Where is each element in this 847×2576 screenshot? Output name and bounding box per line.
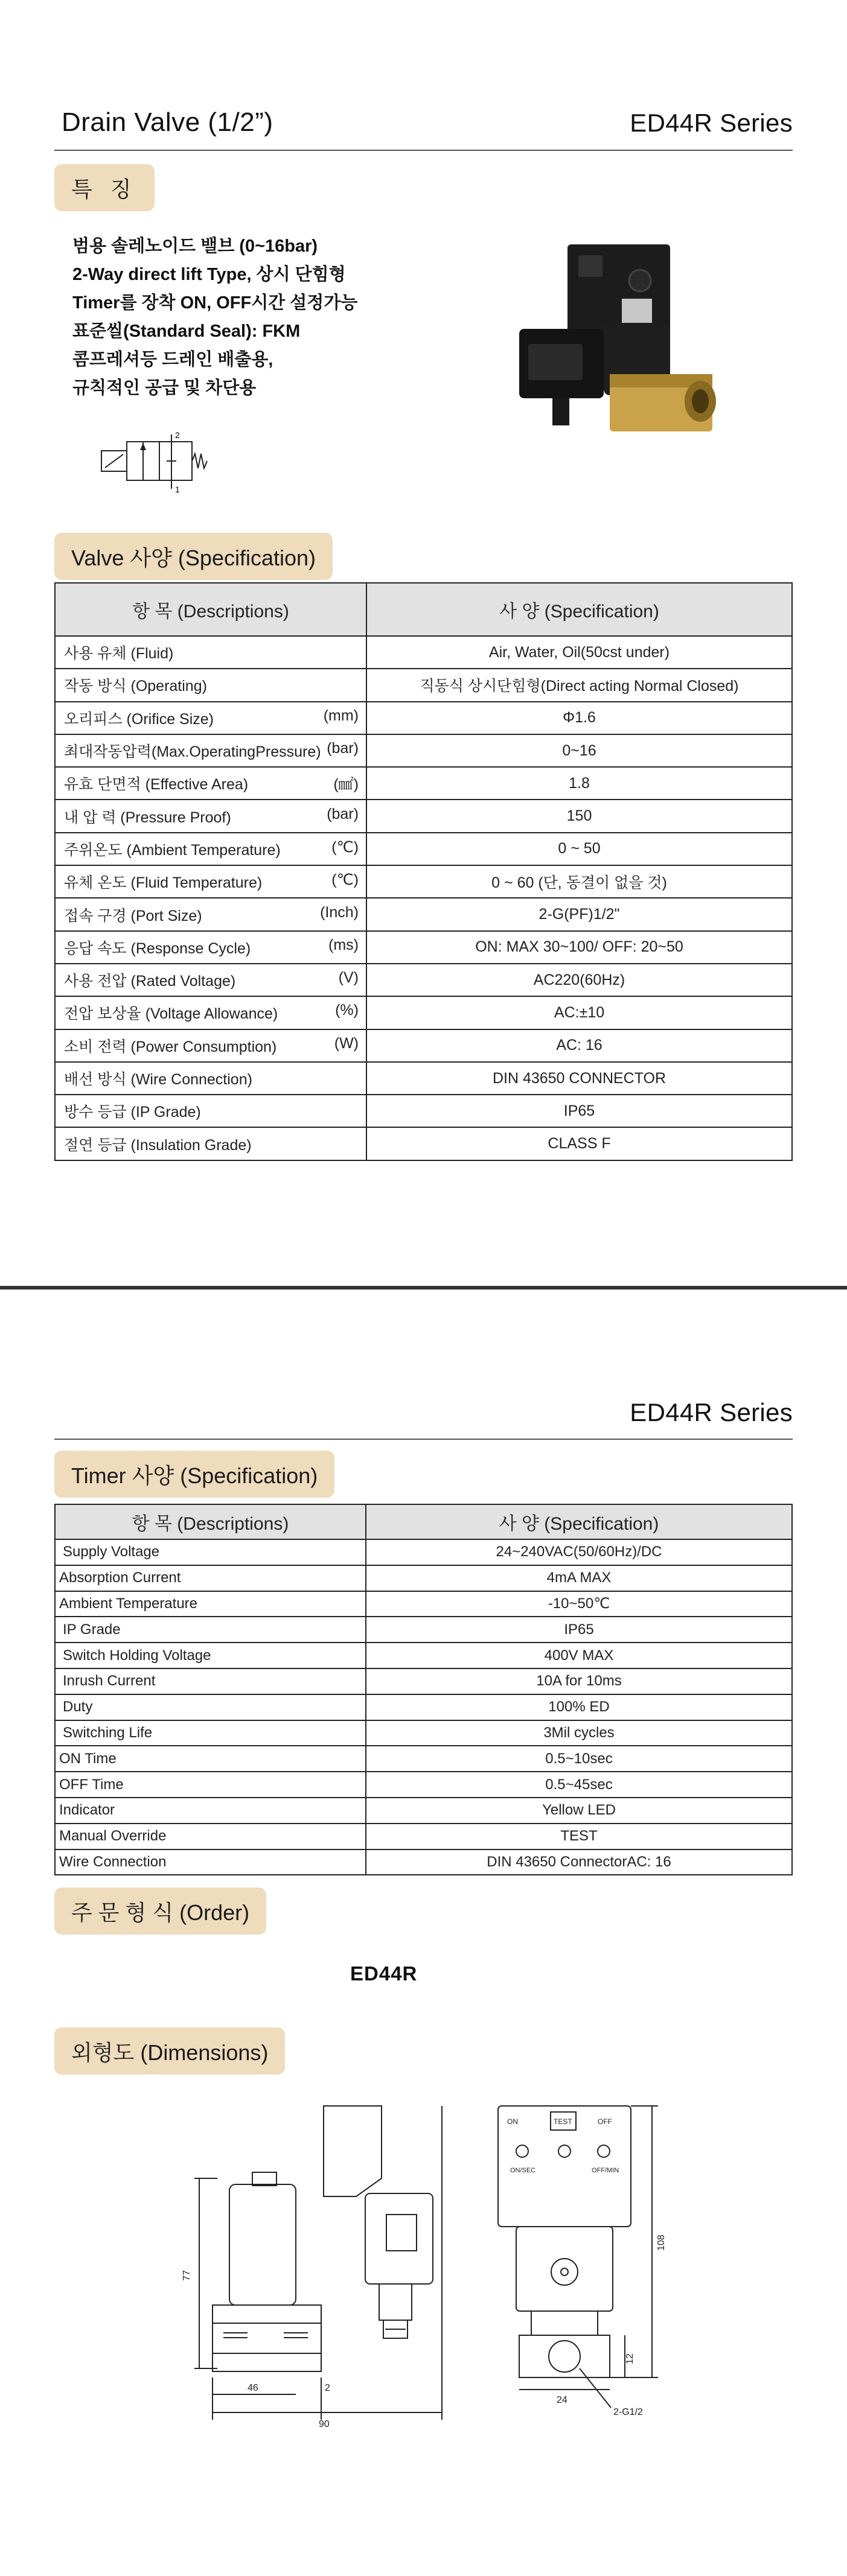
row-desc: 응답 속도 (Response Cycle): [64, 940, 251, 957]
table-row: [55, 1824, 792, 1849]
row-value: 24~240VAC(50/60Hz)/DC: [366, 1539, 792, 1565]
label-on: ON: [507, 2117, 518, 2126]
table-row: [55, 734, 792, 767]
timer-spec-heading: Timer 사양 (Specification): [54, 1451, 334, 1498]
row-value: 4mA MAX: [366, 1565, 792, 1591]
row-desc: 소비 전력 (Power Consumption): [64, 1038, 277, 1055]
row-unit: (bar): [327, 740, 359, 757]
row-value: 100% ED: [366, 1694, 792, 1720]
row-unit: (Inch): [320, 903, 359, 921]
table-row: [55, 898, 792, 930]
row-value: 3Mil cycles: [366, 1720, 792, 1746]
row-desc: IP Grade: [55, 1617, 366, 1643]
row-desc: Switch Holding Voltage: [55, 1643, 366, 1668]
table-row: [55, 1029, 792, 1062]
row-desc: 배선 방식 (Wire Connection): [64, 1071, 252, 1088]
timer-rule: [54, 1439, 793, 1440]
table-row: [55, 1746, 792, 1772]
row-value: 10A for 10ms: [366, 1668, 792, 1694]
table-row: [55, 636, 792, 669]
row-desc: Ambient Temperature: [55, 1591, 366, 1617]
row-unit: (㎟): [333, 776, 359, 793]
table-row: [55, 996, 792, 1029]
row-unit: (℃): [331, 838, 359, 856]
row-desc: 유효 단면적 (Effective Area): [64, 776, 249, 793]
row-desc: Indicator: [55, 1798, 366, 1824]
table-row: [55, 833, 792, 865]
valve-spec-heading: Valve 사양 (Specification): [54, 533, 333, 580]
row-desc: 주위온도 (Ambient Temperature): [64, 841, 281, 859]
features-heading: 특 징: [54, 164, 155, 211]
row-unit: (bar): [327, 805, 359, 822]
label-off-min: OFF/MIN: [592, 2167, 619, 2174]
row-unit: (ms): [328, 936, 359, 953]
row-desc: Inrush Current: [55, 1668, 366, 1694]
row-value: Φ1.6: [366, 702, 792, 734]
label-on-sec: ON/SEC: [510, 2167, 536, 2174]
feature-item: 규칙적인 공급 및 차단용: [72, 378, 257, 398]
feature-item: 표준씰(Standard Seal): FKM: [72, 322, 301, 341]
row-value: 0~16: [366, 734, 792, 767]
row-value: CLASS F: [366, 1127, 792, 1160]
table-row: [55, 1668, 792, 1694]
table-row: [55, 1617, 792, 1643]
label-test: TEST: [554, 2117, 572, 2126]
row-desc: 방수 등급 (IP Grade): [64, 1104, 201, 1121]
row-value: ON: MAX 30~100/ OFF: 20~50: [366, 931, 792, 964]
order-code: ED44R: [350, 1962, 418, 1985]
dim-77: 77: [182, 2270, 192, 2281]
row-desc: 최대작동압력(Max.OperatingPressure): [64, 743, 321, 761]
table-row: [55, 964, 792, 996]
table-row: [55, 1539, 792, 1565]
page-separator: [0, 1286, 847, 1290]
row-unit: (V): [338, 969, 359, 987]
series-label-top: ED44R Series: [630, 109, 793, 137]
series-label-timer: ED44R Series: [630, 1398, 793, 1426]
dim-24: 24: [557, 2395, 567, 2405]
row-unit: (%): [335, 1002, 359, 1019]
table-header-row: [55, 583, 792, 636]
column-header-descriptions: 항 목 (Descriptions): [55, 1504, 366, 1539]
row-value: 1.8: [366, 767, 792, 800]
row-value: Yellow LED: [366, 1798, 792, 1824]
table-row: [55, 865, 792, 898]
feature-item: 콤프레셔등 드레인 배출용,: [72, 350, 273, 369]
row-value: DIN 43650 ConnectorAC: 16: [366, 1849, 792, 1875]
table-row: [55, 1643, 792, 1668]
row-value: AC:±10: [366, 996, 792, 1029]
row-value: -10~50℃: [366, 1591, 792, 1617]
row-value: 400V MAX: [366, 1643, 792, 1668]
row-value: 0.5~45sec: [366, 1772, 792, 1798]
row-value: 0.5~10sec: [366, 1746, 792, 1772]
dimensions-heading: 외형도 (Dimensions): [54, 2027, 285, 2075]
row-value: 직동식 상시단힘형(Direct acting Normal Closed): [366, 669, 792, 701]
table-row: [55, 1849, 792, 1875]
row-desc: Supply Voltage: [55, 1539, 366, 1565]
row-value: DIN 43650 CONNECTOR: [366, 1062, 792, 1095]
row-unit: (mm): [323, 707, 359, 724]
table-row: [55, 1591, 792, 1617]
row-desc: 오리피스 (Orifice Size): [64, 710, 214, 728]
row-desc: 작동 방식 (Operating): [64, 678, 207, 695]
table-row: [55, 1062, 792, 1095]
row-desc: 절연 등급 (Insulation Grade): [64, 1136, 252, 1154]
row-value: TEST: [366, 1824, 792, 1849]
dim-46: 46: [248, 2383, 258, 2393]
row-unit: (℃): [331, 871, 359, 889]
header-rule: [54, 150, 793, 151]
row-value: 0 ~ 60 (단, 동결이 없을 것): [366, 865, 792, 898]
table-row: [55, 800, 792, 832]
table-row: [55, 1798, 792, 1824]
row-desc: 유체 온도 (Fluid Temperature): [64, 874, 263, 892]
row-value: IP65: [366, 1095, 792, 1127]
table-row: [55, 1095, 792, 1127]
row-desc: 사용 전압 (Rated Voltage): [64, 973, 236, 990]
column-header-specification: 사 양 (Specification): [366, 583, 792, 636]
label-off: OFF: [598, 2117, 612, 2126]
symbol-port-2: 2: [175, 430, 180, 440]
dim-port: 2-G1/2: [613, 2407, 643, 2417]
table-row: [55, 1565, 792, 1591]
row-desc: Absorption Current: [55, 1565, 366, 1591]
feature-item: Timer를 장착 ON, OFF시간 설정가능: [72, 293, 358, 313]
row-desc: Duty: [55, 1694, 366, 1720]
table-row: [55, 1127, 792, 1160]
symbol-port-1: 1: [175, 485, 180, 494]
table-row: [55, 669, 792, 701]
dim-2: 2: [325, 2383, 330, 2393]
row-unit: (W): [334, 1034, 359, 1052]
table-row: [55, 931, 792, 964]
table-row: [55, 702, 792, 734]
row-value: AC220(60Hz): [366, 964, 792, 996]
row-desc: 접속 구경 (Port Size): [64, 907, 202, 924]
row-value: Air, Water, Oil(50cst under): [366, 636, 792, 669]
table-header-row: [55, 1504, 792, 1539]
product-photo: [495, 238, 749, 437]
dim-12: 12: [625, 2353, 635, 2364]
valve-spec-table: [54, 582, 793, 1161]
page-title: Drain Valve (1/2”): [62, 107, 273, 137]
row-value: 0 ~ 50: [366, 833, 792, 865]
column-header-specification: 사 양 (Specification): [366, 1504, 792, 1539]
feature-item: 범용 솔레노이드 밸브 (0~16bar): [72, 237, 318, 256]
row-desc: ON Time: [55, 1746, 366, 1772]
row-desc: 내 압 력 (Pressure Proof): [64, 809, 231, 826]
table-row: [55, 1694, 792, 1720]
dimension-drawing: [181, 2094, 700, 2444]
row-value: AC: 16: [366, 1029, 792, 1062]
dim-90: 90: [319, 2419, 330, 2429]
row-desc: Manual Override: [55, 1824, 366, 1849]
row-desc: Wire Connection: [55, 1849, 366, 1875]
valve-symbol-icon: [95, 430, 210, 496]
order-heading: 주 문 형 식 (Order): [54, 1887, 266, 1935]
timer-spec-table: [54, 1504, 793, 1875]
row-value: 150: [366, 800, 792, 832]
row-desc: 전압 보상율 (Voltage Allowance): [64, 1005, 278, 1023]
row-desc: 사용 유체 (Fluid): [64, 645, 174, 663]
row-value: IP65: [366, 1617, 792, 1643]
table-row: [55, 767, 792, 800]
dim-108: 108: [656, 2234, 666, 2251]
feature-item: 2-Way direct lift Type, 상시 단힘형: [72, 265, 346, 284]
feature-list: [72, 232, 357, 402]
row-desc: Switching Life: [55, 1720, 366, 1746]
column-header-descriptions: 항 목 (Descriptions): [55, 583, 366, 636]
row-value: 2-G(PF)1/2": [366, 898, 792, 930]
table-row: [55, 1720, 792, 1746]
row-desc: OFF Time: [55, 1772, 366, 1798]
table-row: [55, 1772, 792, 1798]
